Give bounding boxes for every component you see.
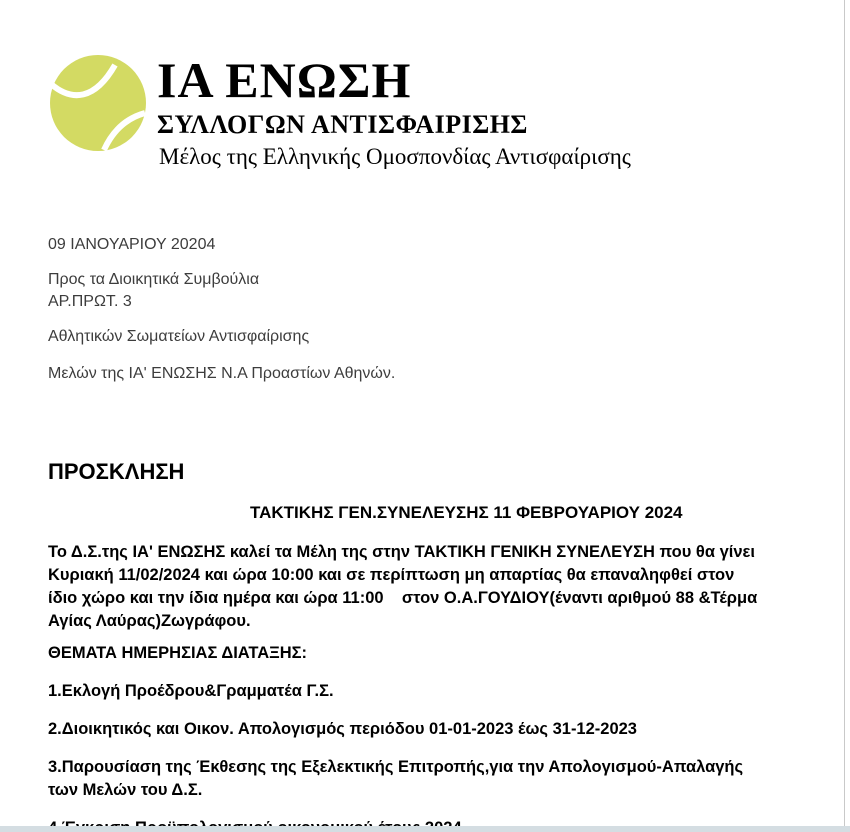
invitation-body-line: Το Δ.Σ.της ΙΑ' ΕΝΩΣΗΣ καλεί τα Μέλη της στην ΤΑΚΤΙΚΗ ΓΕΝΙΚΗ ΣΥΝΕΛΕΥΣΗ που θα γίνει — [48, 543, 755, 561]
organization-tagline: Μέλος της Ελληνικής Ομοσπονδίας Αντισφαίρισης — [159, 144, 631, 169]
agenda-item-3: 3.Παρουσίαση της Έκθεσης της Εξελεκτικής Επιτροπής,για την Απολογισμού-Απαλαγής των Μελών του Δ.Σ. — [48, 758, 744, 799]
protocol-number: ΑΡ.ΠΡΩΤ. 3 — [48, 293, 132, 310]
tennis-ball-icon — [48, 53, 148, 153]
invitation-heading: ΠΡΟΣΚΛΗΣΗ — [48, 459, 185, 484]
agenda-heading: ΘΕΜΑΤΑ ΗΜΕΡΗΣΙΑΣ ΔΙΑΤΑΞΗΣ: — [48, 644, 308, 662]
invitation-body-line: ίδιο χώρο και την ίδια ημέρα και ώρα 11:00 στον Ο.Α.ΓΟΥΔΙΟΥ(έναντι αριθμού 88 &Τέρμα — [48, 589, 758, 607]
organization-subtitle: ΣΥΛΛΟΓΩΝ ΑΝΤΙΣΦΑΙΡΙΣΗΣ — [157, 110, 528, 139]
document-content — [0, 53, 850, 832]
logo-text-block — [157, 53, 631, 170]
invitation-subheading: ΤΑΚΤΙΚΗΣ ΓΕΝ.ΣΥΝΕΛΕΥΣΗΣ 11 ΦΕΒΡΟΥΑΡΙΟΥ 2024 — [250, 503, 683, 522]
letter-to-line: Προς τα Διοικητικά Συμβούλια — [48, 271, 260, 288]
letter-header-block — [48, 234, 760, 385]
agenda-item-1: 1.Εκλογή Προέδρου&Γραμματέα Γ.Σ. — [48, 682, 334, 700]
invitation-body-line: Αγίας Λαύρας)Ζωγράφου. — [48, 612, 251, 630]
window-bottom-bar — [0, 826, 850, 832]
invitation-body — [48, 541, 760, 633]
recipients-line-1: Αθλητικών Σωματείων Αντισφαίρισης — [48, 328, 310, 345]
organization-logo — [48, 53, 760, 170]
organization-name: ΙΑ ΕΝΩΣΗ — [157, 52, 412, 108]
agenda-item-2: 2.Διοικητικός και Οικον. Απολογισμός περιόδου 01-01-2023 έως 31-12-2023 — [48, 720, 637, 738]
page-right-edge — [844, 0, 845, 832]
letter-date: 09 ΙΑΝΟΥΑΡΙΟΥ 20204 — [48, 236, 216, 253]
invitation-body-line: Κυριακή 11/02/2024 και ώρα 10:00 και σε περίπτωση μη απαρτίας θα επαναληφθεί στον — [48, 566, 735, 584]
recipients-line-2: Μελών της ΙΑ' ΕΝΩΣΗΣ Ν.Α Προαστίων Αθηνών. — [48, 365, 396, 382]
